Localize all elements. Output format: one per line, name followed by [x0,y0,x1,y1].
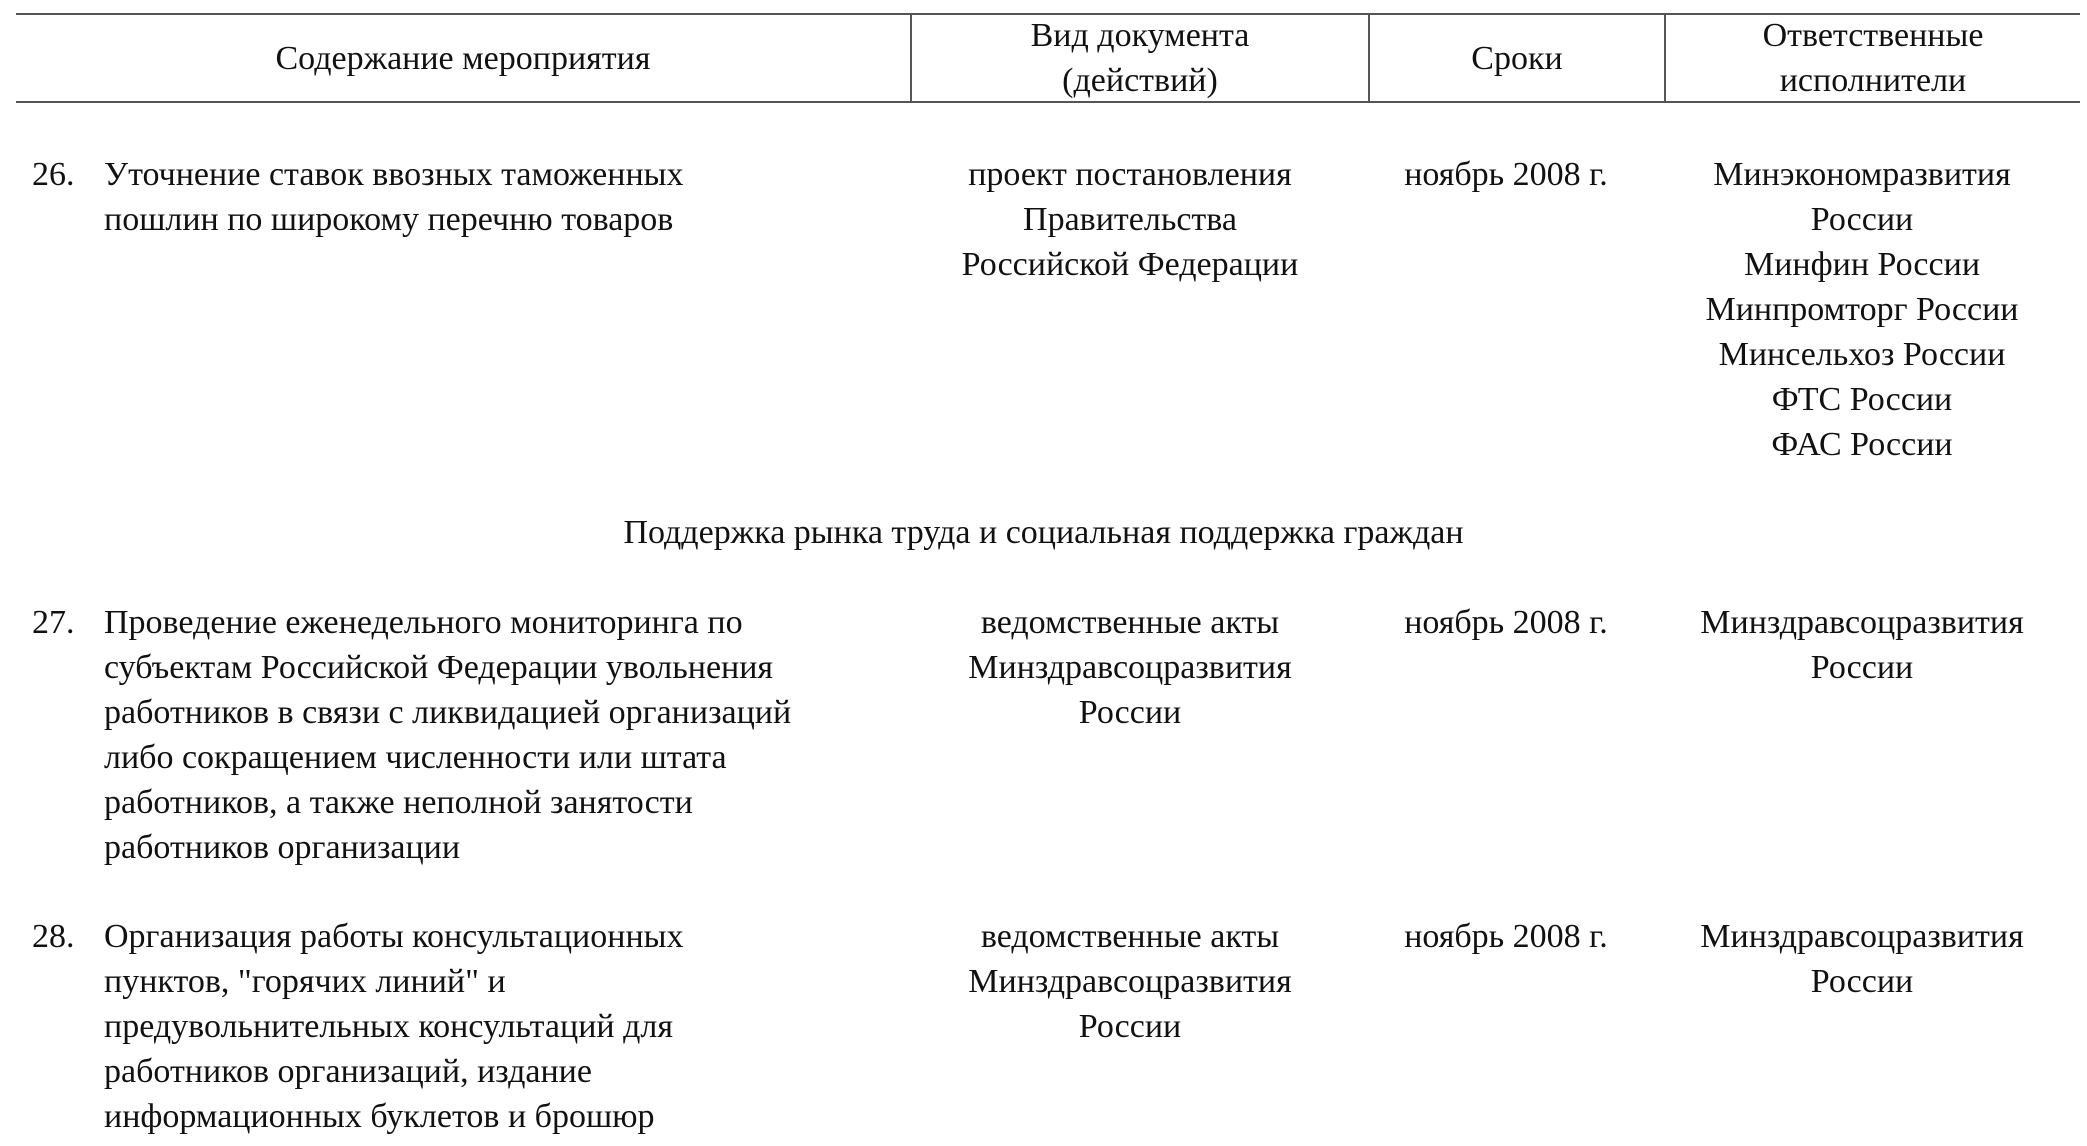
row-content [104,600,904,870]
row-responsible [1652,914,2072,1004]
header-content [16,15,910,101]
row-document-type [900,152,1360,287]
header-responsible-line-1: Ответственные [1762,17,1984,54]
row-document-type [900,914,1360,1049]
row-number: 26. [32,156,75,193]
row-content-line: работников, а также неполной занятости [104,784,693,821]
header-term-label: Сроки [1471,39,1563,77]
row-responsible-line: Минздравсоцразвития [1700,918,2024,955]
row-responsible-line: Минсельхоз России [1718,336,2006,373]
row-content-line: пошлин по широкому перечню товаров [104,201,674,238]
row-term: ноябрь 2008 г. [1404,604,1608,641]
header-responsible-line-2: исполнители [1779,62,1967,99]
row-content-line: предувольнительных консультаций для [104,1008,674,1045]
row-document-type-line: ведомственные акты [980,604,1280,641]
row-content [104,152,904,242]
header-document-type-line-1: Вид документа [1030,17,1250,54]
row-document-type [900,600,1360,735]
row-responsible-line: России [1810,649,1914,686]
row-content-line: Проведение еженедельного мониторинга по [104,604,743,641]
row-document-type-line: Российской Федерации [961,246,1299,283]
row-responsible-line: ФАС России [1771,426,1953,463]
header-responsible [1664,15,2080,101]
row-document-type-line: Минздравсоцразвития [968,963,1292,1000]
header-document-type [910,15,1368,101]
row-number: 27. [32,604,75,641]
row-responsible-line: России [1810,963,1914,1000]
row-content-line: Уточнение ставок ввозных таможенных [104,156,684,193]
row-document-type-line: ведомственные акты [980,918,1280,955]
row-term: ноябрь 2008 г. [1404,156,1608,193]
header-content-label: Содержание мероприятия [275,39,651,77]
row-content-line: информационных буклетов и брошюр [104,1098,655,1135]
row-document-type-line: проект постановления [968,156,1292,193]
row-number: 28. [32,918,75,955]
row-content-line: Организация работы консультационных [104,918,684,955]
row-content-line: работников организации [104,829,461,866]
row-document-type-line: Правительства [1023,201,1237,238]
row-responsible [1652,152,2072,467]
row-responsible-line: Минпромторг России [1705,291,2019,328]
row-content-line: пунктов, "горячих линий" и [104,963,506,1000]
section-heading: Поддержка рынка труда и социальная поддержка граждан [623,514,1464,551]
row-responsible [1652,600,2072,690]
row-document-type-line: России [1078,1008,1182,1045]
row-responsible-line: ФТС России [1771,381,1953,418]
row-content-line: работников организаций, издание [104,1053,592,1090]
row-content [104,914,904,1139]
table-header [16,13,2080,103]
row-content-line: либо сокращением численности или штата [104,739,727,776]
row-document-type-line: России [1078,694,1182,731]
row-content-line: субъектам Российской Федерации увольнения [104,649,774,686]
header-document-type-line-2: (действий) [1062,62,1218,99]
row-term: ноябрь 2008 г. [1404,918,1608,955]
row-content-line: работников в связи с ликвидацией организаций [104,694,792,731]
row-responsible-line: России [1810,201,1914,238]
row-responsible-line: Минфин России [1743,246,1981,283]
header-term [1368,15,1664,101]
row-responsible-line: Минздравсоцразвития [1700,604,2024,641]
row-responsible-line: Минэкономразвития [1713,156,2011,193]
row-document-type-line: Минздравсоцразвития [968,649,1292,686]
